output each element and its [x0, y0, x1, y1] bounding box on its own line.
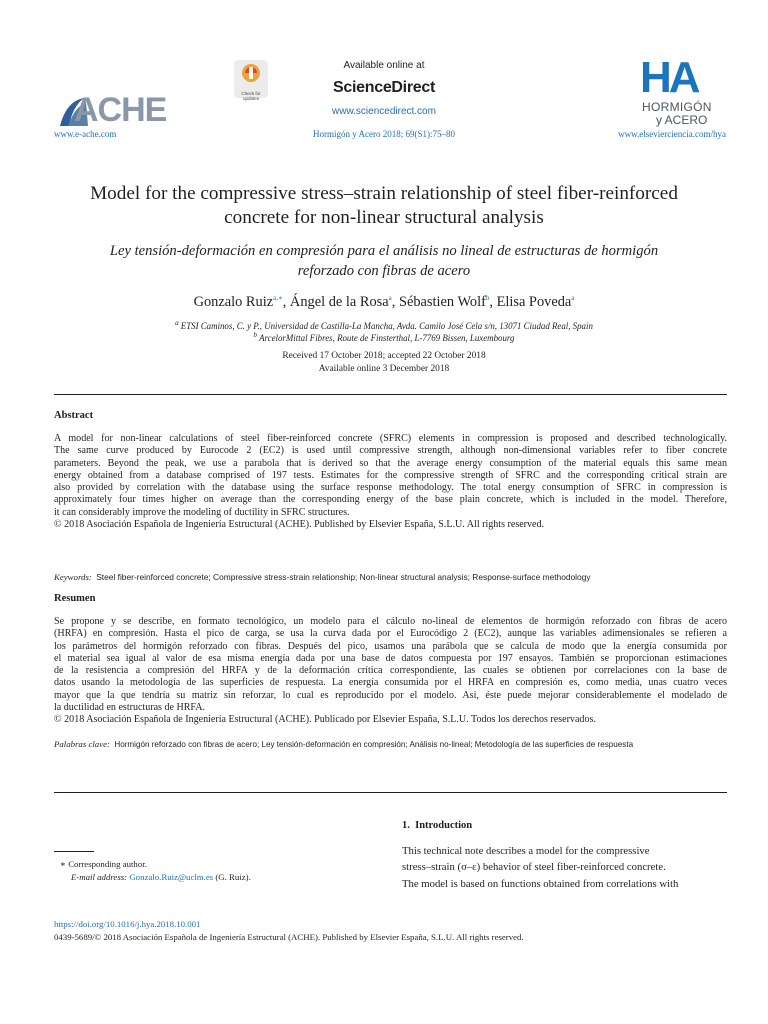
article-dates	[0, 350, 768, 375]
section-heading-introduction: 1. Introduction	[402, 820, 473, 831]
article-title	[0, 182, 768, 230]
paragraph-line: Se propone y se describe, en formato tecnológico, un modelo para el cálculo no-lineal de elementos de hormigón reforzado con fibras de acero	[54, 616, 727, 627]
email-label: E-mail address:	[71, 871, 128, 882]
ache-logo-text: ACHE	[74, 91, 167, 129]
ha-logo-line1: HORMIGÓN	[642, 100, 712, 114]
abstract-heading: Abstract	[54, 410, 94, 421]
hormigon-acero-logo	[628, 53, 728, 130]
introduction-body	[402, 843, 727, 892]
corresponding-author-text: Corresponding author.	[68, 859, 147, 869]
resumen-copyright: © 2018 Asociación Española de Ingeniería Estructural (ACHE). Publicado por Elsevier España, S.L.U. Todos los derechos reservados.	[54, 714, 596, 725]
resumen-keywords	[54, 739, 633, 749]
keywords-text: Steel fiber-reinforced concrete; Compressive stress-strain relationship; Non-linear structural analysis; Response-surface methodology	[96, 572, 591, 582]
footnote-rule	[54, 851, 94, 852]
available-online-text: Available online at	[343, 60, 425, 71]
ha-logo-letters: HA	[640, 53, 698, 102]
abstract-copyright: © 2018 Asociación Española de Ingeniería Estructural (ACHE). Published by Elsevier España, S.L.U. All rights reserved.	[54, 518, 545, 530]
ha-logo-line2: y ACERO	[656, 113, 708, 127]
journal-citation: Hormigón y Acero 2018; 69(S1):75–80	[313, 129, 455, 139]
paragraph-line: energy obtained from a database comprised of 197 tests. Estimates for the compressive strength of SFRC and the corresponding critical strain are	[54, 469, 727, 481]
author-list	[0, 292, 768, 312]
paragraph-line: parameters. Beyond the peak, we use a parabola that is derived so that the average energy consumption of the material equals this same mean	[54, 457, 727, 469]
ache-url-link[interactable]: www.e-ache.com	[54, 129, 117, 139]
divider	[54, 792, 727, 793]
author-affiliation-mark[interactable]: b	[485, 294, 490, 303]
paragraph-line: de la resistencia a compresión del HRFA y de la deformación crítica correspondiente, las cuales se obtienen por correlaciones con la base de	[54, 665, 727, 676]
palabras-clave-text: Hormigón reforzado con fibras de acero; Ley tensión-deformación en compresión; Análisis no-lineal; Metodología de las superficies de respuesta	[114, 740, 634, 749]
paragraph-line: (HRFA) en compresión. Hasta el pico de carga, se usa la curva dada por el Eurocódigo 2 (EC2), aunque las variables adimensionales se refieren a	[54, 628, 727, 640]
journal-url-link[interactable]: www.elsevierciencia.com/hya	[618, 129, 726, 139]
affiliation-text: ETSI Caminos, C. y P., Universidad de Castilla-La Mancha, Avda. Camilo José Cela s/n, 13071 Ciudad Real, Spain	[180, 321, 593, 331]
author-affiliation-mark[interactable]: a	[571, 294, 575, 303]
footnote-mark: ∗	[60, 859, 66, 869]
affiliation-mark: b	[253, 331, 258, 340]
author-name: Ángel de la Rosa	[289, 294, 389, 310]
author-name: Gonzalo Ruiz	[193, 294, 274, 310]
paragraph-line: The same curve produced by Eurocode 2 (EC2) is used until compressive strength, although non-dimensional variables refer to fiber concrete	[54, 445, 727, 457]
intro-line: stress–strain (σ–ε) behavior of steel fiber-reinforced concrete.	[402, 861, 666, 874]
doi-link[interactable]: https://doi.org/10.1016/j.hya.2018.10.001	[54, 919, 201, 929]
resumen-heading: Resumen	[54, 593, 96, 604]
affiliation-text: ArcelorMittal Fibres, Route de Finsterthal, L-7769 Bissen, Luxembourg	[259, 333, 515, 343]
paragraph-line: la ductilidad en estructuras de HRFA.	[54, 701, 206, 713]
intro-line: The model is based on functions obtained from correlations with	[402, 877, 679, 890]
abstract-keywords	[54, 572, 591, 582]
issn-copyright-line: 0439-5689/© 2018 Asociación Española de Ingeniería Estructural (ACHE). Published by Elsevier España, S.L.U. All rights reserved.	[54, 932, 524, 942]
intro-line: This technical note describes a model for the compressive	[402, 845, 650, 857]
paragraph-line: el material sea igual al valor de esa misma energía dada por una base de datos compuesta por 197 ensayos. También se proporcionan estimaciones	[54, 652, 727, 664]
article-subtitle	[0, 241, 768, 281]
author-separator: ,	[391, 294, 399, 310]
paragraph-line: also provided by correlation with the database using the surface response methodology. The total energy consumption of SFRC in compression is	[54, 482, 727, 493]
article-subtitle-line2: reforzado con fibras de acero	[297, 263, 471, 279]
received-accepted-dates: Received 17 October 2018; accepted 22 October 2018	[282, 351, 486, 361]
abstract-body	[54, 433, 727, 531]
author-separator: ,	[489, 294, 497, 310]
author-name: Elisa Poveda	[496, 294, 572, 310]
author-separator: ,	[282, 294, 290, 310]
affiliation-mark: a	[175, 319, 179, 328]
paragraph-line: A model for non-linear calculations of steel fiber-reinforced concrete (SFRC) elements in compression is proposed and described technologically.	[54, 433, 727, 444]
article-title-line1: Model for the compressive stress–strain relationship of steel fiber-reinforced	[90, 183, 678, 204]
divider	[54, 394, 727, 395]
resumen-body	[54, 616, 727, 726]
publisher-name: ScienceDirect	[333, 79, 435, 96]
author-affiliation-mark[interactable]: a	[388, 294, 392, 303]
affiliation-a	[0, 320, 768, 332]
author-name: Sébastien Wolf	[398, 294, 486, 310]
paragraph-line: approximately four times higher on average than the corresponding energy of the base plain concrete, which is included in the model. Therefore,	[54, 494, 727, 506]
article-title-line2: concrete for non-linear structural analysis	[224, 207, 544, 228]
paragraph-line: mayor que la que tendría su matriz sin reforzar, lo cual es reproducido por el modelo. Así, éste puede mejorar considerablemente el modelado de	[54, 689, 727, 701]
paragraph-line: datos usando la metodología de las superficies de respuesta. La energía consumida por el HRFA en compresión es, como media, unas cuatro veces	[54, 677, 727, 689]
corresponding-author-note	[60, 858, 251, 883]
paragraph-line: los parámetros del hormigón reforzado con fibras. Después del pico, usamos una parábola que se calcula de modo que la energía consumida por	[54, 640, 727, 652]
keywords-label: Keywords:	[54, 572, 92, 582]
affiliations	[0, 320, 768, 344]
author-affiliation-mark[interactable]: a,∗	[273, 294, 283, 303]
palabras-clave-label: Palabras clave:	[54, 739, 110, 749]
paragraph-line: it can considerably improve the modeling of ductility in SFRC structures.	[54, 506, 350, 518]
email-link[interactable]: Gonzalo.Ruiz@uclm.es	[129, 871, 214, 882]
publisher-url-link[interactable]: www.sciencedirect.com	[332, 106, 436, 117]
article-subtitle-line1: Ley tensión-deformación en compresión para el análisis no lineal de estructuras de hormigón	[109, 243, 659, 259]
crossmark-label: Check for updates	[241, 91, 261, 101]
affiliation-b	[0, 332, 768, 344]
email-suffix: (G. Ruiz).	[215, 871, 251, 882]
available-online-date: Available online 3 December 2018	[318, 363, 450, 374]
